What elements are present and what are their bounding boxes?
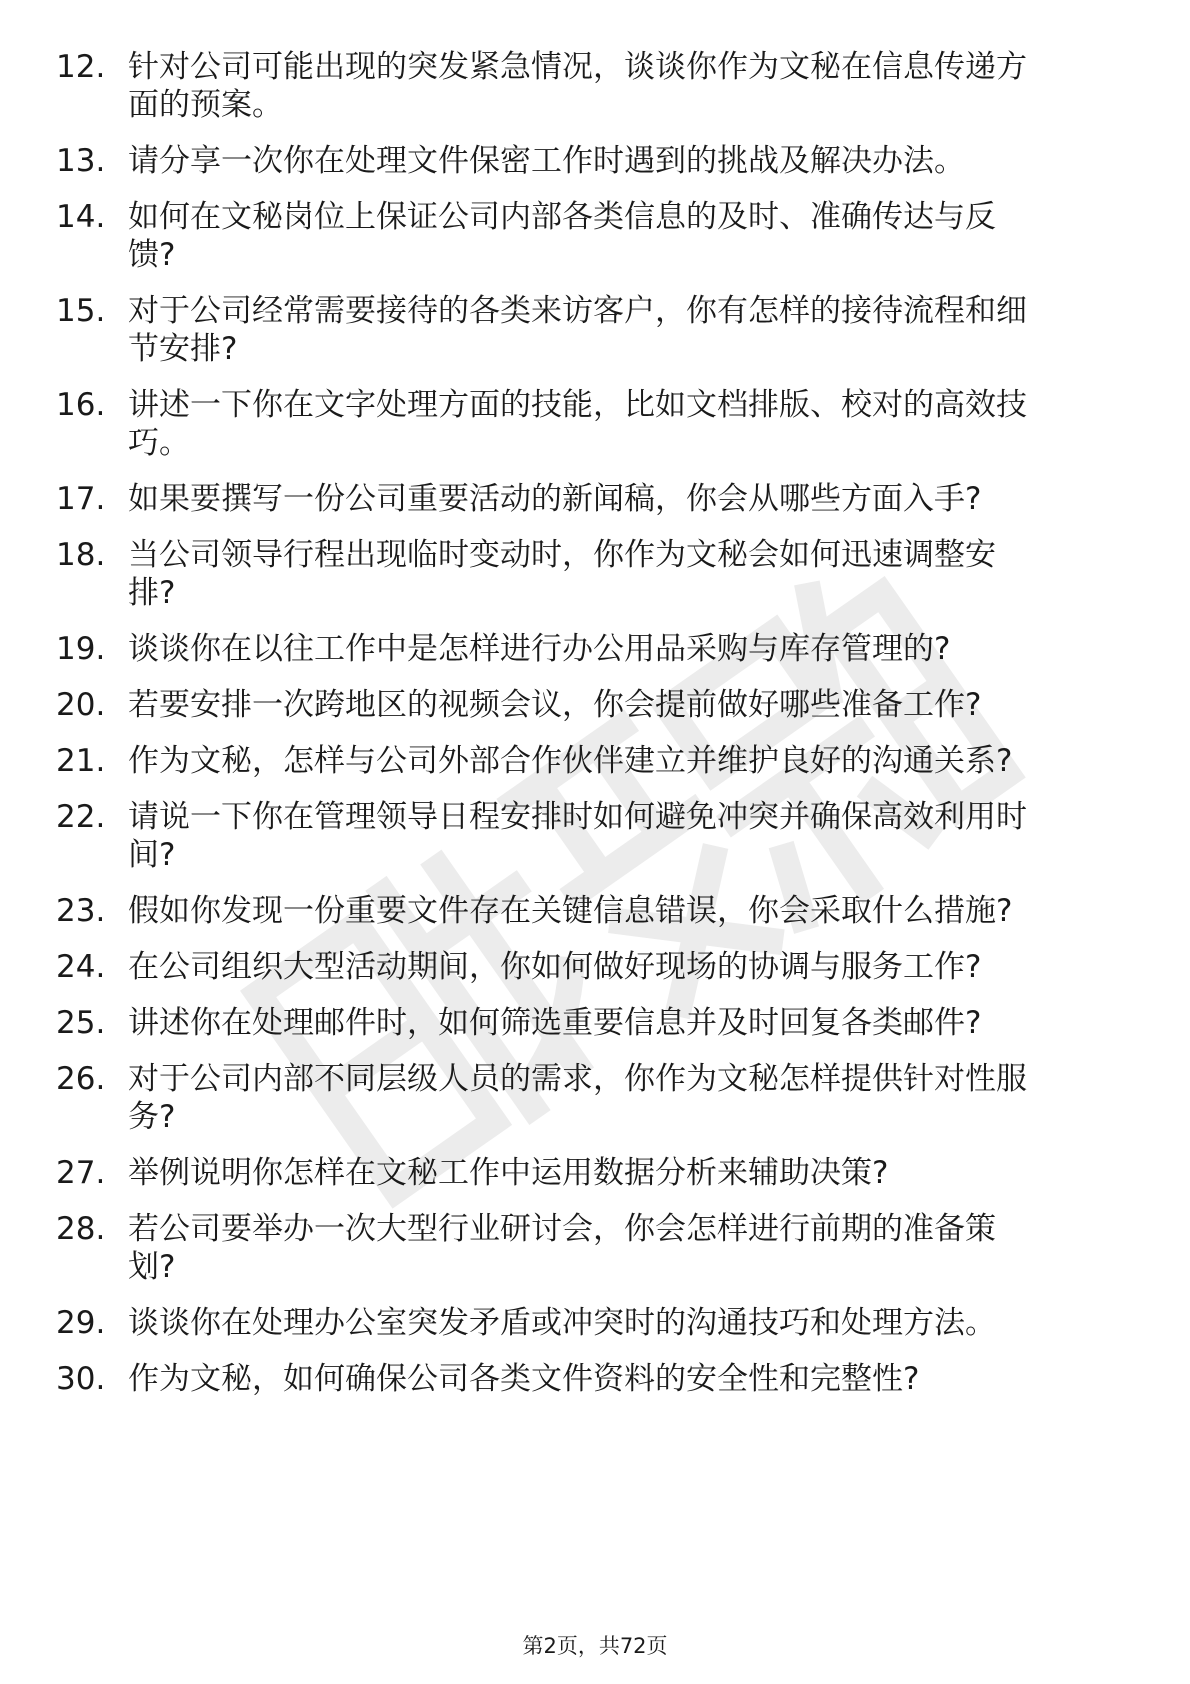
question-item-24: [56, 948, 1136, 986]
question-number: 25.: [56, 1005, 106, 1041]
question-text: 举例说明你怎样在文秘工作中运用数据分析来辅助决策?: [128, 1155, 889, 1191]
question-item-17: [56, 480, 1136, 518]
question-number: 23.: [56, 893, 106, 929]
question-item-18: [56, 536, 1136, 612]
question-text: 如果要撰写一份公司重要活动的新闻稿，你会从哪些方面入手?: [128, 481, 982, 517]
question-item-28: [56, 1210, 1136, 1286]
question-item-19: [56, 630, 1136, 668]
question-item-13: [56, 142, 1136, 180]
question-text: 假如你发现一份重要文件存在关键信息错误，你会采取什么措施?: [128, 893, 1013, 929]
question-text: 请说一下你在管理领导日程安排时如何避免冲突并确保高效利用时间?: [128, 799, 1027, 873]
question-number: 18.: [56, 537, 106, 573]
question-item-16: [56, 386, 1136, 462]
question-text: 讲述你在处理邮件时，如何筛选重要信息并及时回复各类邮件?: [128, 1005, 982, 1041]
question-text: 如何在文秘岗位上保证公司内部各类信息的及时、准确传达与反馈?: [128, 199, 996, 273]
question-text: 当公司领导行程出现临时变动时，你作为文秘会如何迅速调整安排?: [128, 537, 996, 611]
question-number: 26.: [56, 1061, 106, 1097]
question-number: 30.: [56, 1361, 106, 1397]
question-number: 27.: [56, 1155, 106, 1191]
question-item-14: [56, 198, 1136, 274]
question-text: 请分享一次你在处理文件保密工作时遇到的挑战及解决办法。: [128, 143, 965, 179]
question-item-22: [56, 798, 1136, 874]
question-text: 作为文秘，怎样与公司外部合作伙伴建立并维护良好的沟通关系?: [128, 743, 1013, 779]
question-text: 谈谈你在以往工作中是怎样进行办公用品采购与库存管理的?: [128, 631, 951, 667]
question-number: 12.: [56, 49, 106, 85]
question-item-25: [56, 1004, 1136, 1042]
question-text: 针对公司可能出现的突发紧急情况，谈谈你作为文秘在信息传递方面的预案。: [128, 49, 1027, 123]
question-text: 讲述一下你在文字处理方面的技能，比如文档排版、校对的高效技巧。: [128, 387, 1027, 461]
question-number: 14.: [56, 199, 106, 235]
question-item-30: [56, 1360, 1136, 1398]
question-item-26: [56, 1060, 1136, 1136]
question-text: 在公司组织大型活动期间，你如何做好现场的协调与服务工作?: [128, 949, 982, 985]
question-text: 若要安排一次跨地区的视频会议，你会提前做好哪些准备工作?: [128, 687, 982, 723]
question-number: 13.: [56, 143, 106, 179]
question-item-12: [56, 48, 1136, 124]
question-item-15: [56, 292, 1136, 368]
question-list: [56, 48, 1136, 1416]
question-item-27: [56, 1154, 1136, 1192]
question-number: 19.: [56, 631, 106, 667]
question-number: 22.: [56, 799, 106, 835]
question-number: 28.: [56, 1211, 106, 1247]
question-number: 24.: [56, 949, 106, 985]
question-number: 16.: [56, 387, 106, 423]
question-text: 作为文秘，如何确保公司各类文件资料的安全性和完整性?: [128, 1361, 920, 1397]
page-indicator: 第2页，共72页: [522, 1634, 668, 1658]
question-text: 对于公司经常需要接待的各类来访客户，你有怎样的接待流程和细节安排?: [128, 293, 1027, 367]
question-item-29: [56, 1304, 1136, 1342]
question-number: 20.: [56, 687, 106, 723]
question-text: 若公司要举办一次大型行业研讨会，你会怎样进行前期的准备策划?: [128, 1211, 996, 1285]
question-text: 对于公司内部不同层级人员的需求，你作为文秘怎样提供针对性服务?: [128, 1061, 1027, 1135]
question-number: 21.: [56, 743, 106, 779]
question-item-23: [56, 892, 1136, 930]
question-number: 17.: [56, 481, 106, 517]
question-number: 15.: [56, 293, 106, 329]
question-number: 29.: [56, 1305, 106, 1341]
question-item-20: [56, 686, 1136, 724]
question-item-21: [56, 742, 1136, 780]
question-text: 谈谈你在处理办公室突发矛盾或冲突时的沟通技巧和处理方法。: [128, 1305, 996, 1341]
